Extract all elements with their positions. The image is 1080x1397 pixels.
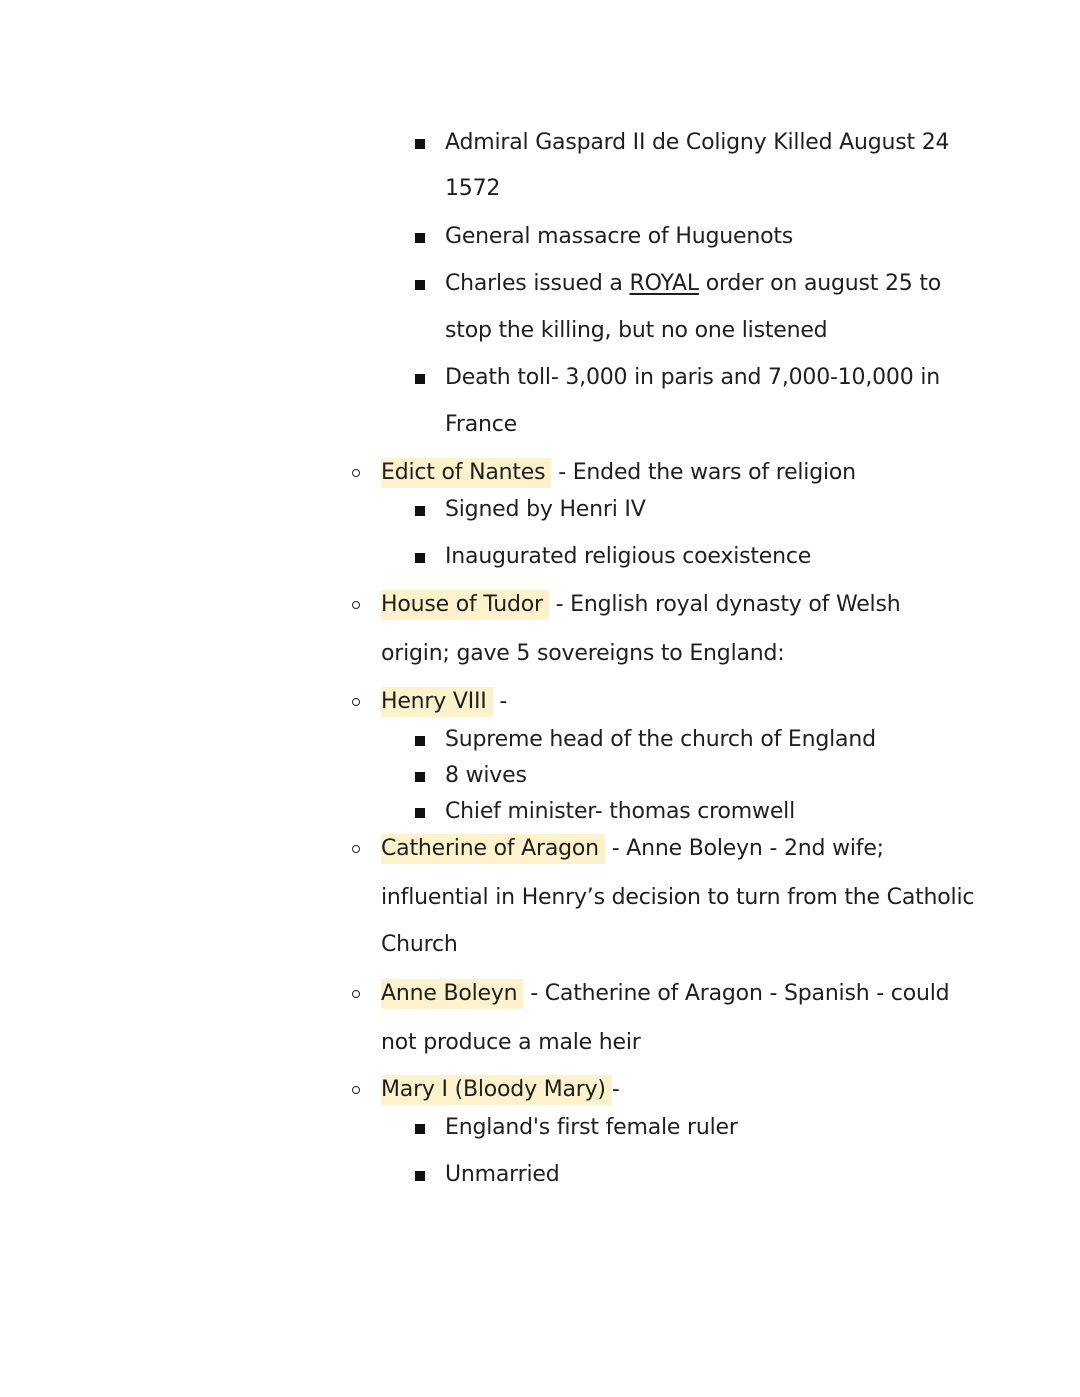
list-item: Signed by Henri IV (445, 497, 646, 522)
term-description: - (492, 689, 508, 714)
circle-bullet-icon (352, 1086, 360, 1094)
highlighted-term: Anne Boleyn (381, 979, 523, 1009)
list-item: England's first female ruler (445, 1115, 738, 1140)
circle-bullet-icon (352, 469, 360, 477)
list-item (445, 269, 941, 299)
highlighted-term: Mary I (Bloody Mary) (381, 1075, 612, 1105)
term-description: - (611, 1077, 620, 1102)
highlighted-term: House of Tudor (381, 590, 549, 620)
highlighted-term: Edict of Nantes (381, 458, 551, 488)
highlighted-term: Henry VIII (381, 687, 493, 717)
circle-bullet-icon (352, 845, 360, 853)
outline-item (381, 458, 856, 488)
square-bullet-icon (415, 280, 425, 290)
square-bullet-icon (415, 736, 425, 746)
square-bullet-icon (415, 553, 425, 563)
list-item-continuation: France (445, 412, 517, 437)
outline-item (381, 834, 884, 864)
underlined-text: ROYAL (629, 271, 699, 296)
text-segment: Charles issued a (445, 271, 630, 296)
square-bullet-icon (415, 233, 425, 243)
outline-item-continuation: origin; gave 5 sovereigns to England: (381, 641, 785, 666)
list-item: Supreme head of the church of England (445, 727, 876, 752)
list-item: Inaugurated religious coexistence (445, 544, 812, 569)
list-item-continuation: stop the killing, but no one listened (445, 318, 828, 343)
outline-item-continuation: not produce a male heir (381, 1030, 641, 1055)
list-item: Death toll- 3,000 in paris and 7,000-10,000 in (445, 365, 940, 390)
list-item: General massacre of Huguenots (445, 224, 794, 249)
square-bullet-icon (415, 139, 425, 149)
circle-bullet-icon (352, 698, 360, 706)
outline-item (381, 687, 507, 717)
square-bullet-icon (415, 506, 425, 516)
circle-bullet-icon (352, 990, 360, 998)
list-item: Admiral Gaspard II de Coligny Killed August 24 (445, 130, 950, 155)
square-bullet-icon (415, 772, 425, 782)
outline-item (381, 979, 949, 1009)
square-bullet-icon (415, 1171, 425, 1181)
list-item: Unmarried (445, 1162, 560, 1187)
highlighted-term: Catherine of Aragon (381, 834, 605, 864)
square-bullet-icon (415, 1124, 425, 1134)
text-segment: order on august 25 to (698, 271, 942, 296)
square-bullet-icon (415, 374, 425, 384)
list-item: Chief minister- thomas cromwell (445, 799, 795, 824)
outline-item-continuation: Church (381, 932, 458, 957)
list-item: 8 wives (445, 763, 527, 788)
outline-item-continuation: influential in Henry’s decision to turn from the Catholic (381, 885, 975, 910)
list-item-continuation: 1572 (445, 176, 501, 201)
term-description: - Catherine of Aragon - Spanish - could (523, 981, 950, 1006)
term-description: - Ended the wars of religion (551, 460, 856, 485)
term-description: - Anne Boleyn - 2nd wife; (604, 836, 884, 861)
circle-bullet-icon (352, 601, 360, 609)
term-description: - English royal dynasty of Welsh (548, 592, 901, 617)
outline-item (381, 1075, 620, 1105)
outline-item (381, 590, 900, 620)
square-bullet-icon (415, 808, 425, 818)
